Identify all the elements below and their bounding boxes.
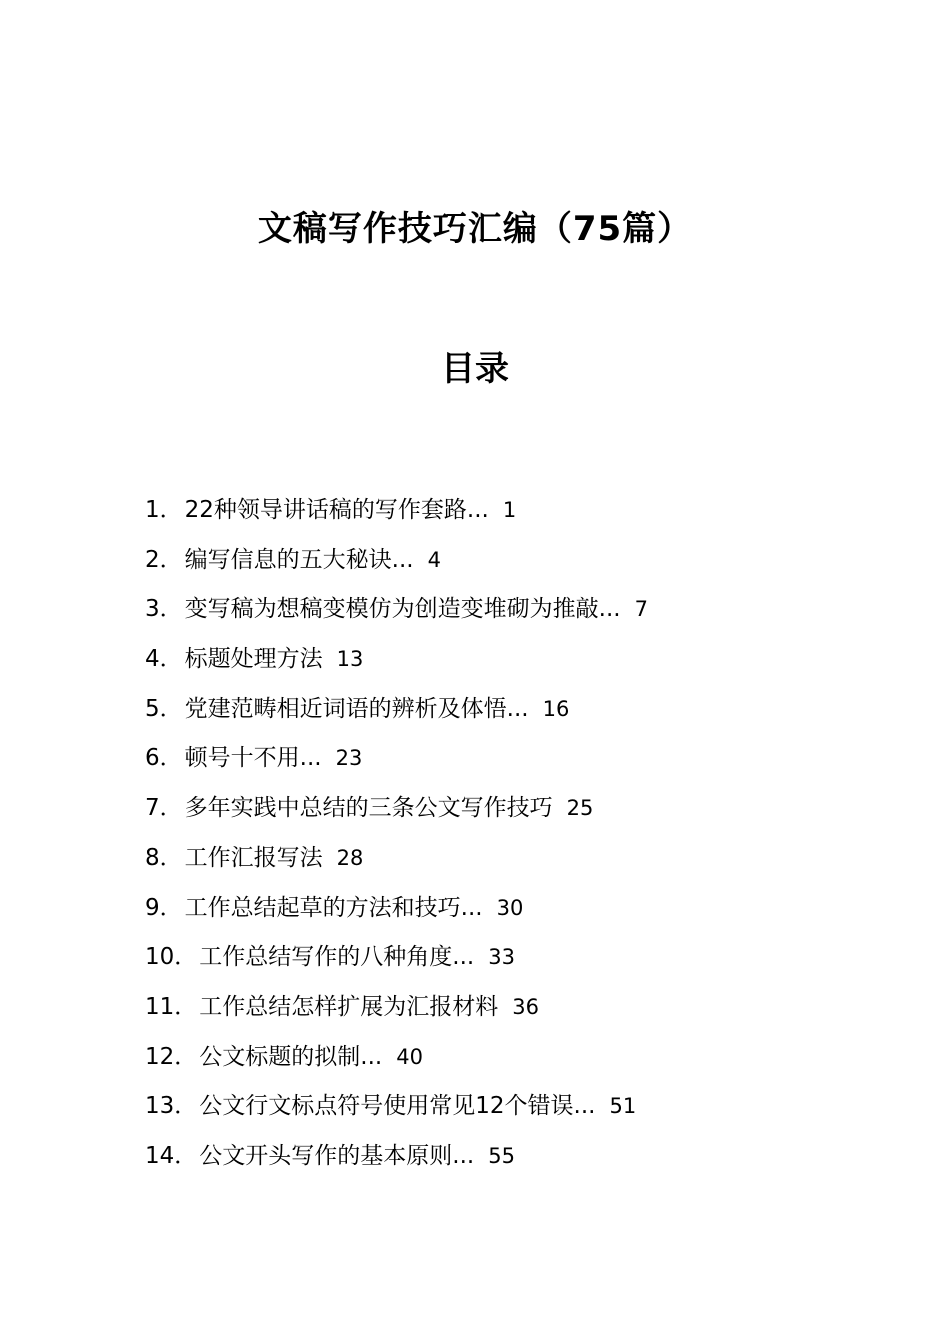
document-title: 文稿写作技巧汇编（75篇）	[257, 209, 693, 249]
toc-entry-page: 30	[496, 895, 524, 920]
toc-entry-2[interactable]	[145, 540, 845, 590]
toc-entry-number: 10．	[145, 944, 198, 971]
toc-entry-number: 7．	[145, 795, 183, 822]
toc-entry-page: 1	[502, 498, 517, 522]
toc-entry-title: 22种领导讲话稿的写作套路...	[184, 497, 489, 523]
toc-entry-page: 51	[609, 1094, 637, 1119]
toc-entry-number: 6．	[145, 745, 183, 772]
toc-entry-page: 7	[634, 597, 648, 622]
toc-entry-12[interactable]	[145, 1037, 845, 1087]
toc-heading: 目录	[441, 349, 509, 389]
toc-entry-1[interactable]	[145, 490, 845, 540]
toc-entry-number: 11．	[145, 993, 198, 1020]
toc-entry-title: 标题处理方法	[184, 646, 323, 673]
toc-entry-title: 公文行文标点符号使用常见12个错误...	[199, 1093, 596, 1120]
toc-entry-page: 55	[488, 1143, 515, 1168]
toc-entry-number: 3．	[145, 596, 183, 623]
toc-entry-4[interactable]	[145, 639, 845, 689]
toc-entry-title: 编写信息的五大秘诀...	[184, 546, 414, 573]
toc-entry-page: 25	[566, 796, 594, 821]
toc-entry-14[interactable]	[145, 1136, 845, 1186]
toc-entry-7[interactable]	[145, 788, 845, 838]
toc-entry-page: 28	[336, 845, 364, 870]
toc-entry-9[interactable]	[145, 888, 845, 938]
toc-entry-3[interactable]	[145, 589, 845, 639]
toc-entry-title: 多年实践中总结的三条公文写作技巧	[184, 795, 553, 822]
toc-entry-page: 23	[335, 746, 363, 771]
toc-entry-number: 9．	[145, 894, 183, 921]
toc-entry-title: 工作总结怎样扩展为汇报材料	[199, 993, 499, 1020]
toc-entry-number: 12．	[145, 1043, 198, 1070]
toc-entry-10[interactable]	[145, 937, 845, 987]
toc-entry-page: 33	[488, 945, 515, 970]
toc-entry-number: 8．	[145, 844, 183, 871]
toc-entry-6[interactable]	[145, 738, 845, 788]
toc-entry-title: 工作总结起草的方法和技巧...	[184, 894, 483, 921]
toc-entry-title: 工作汇报写法	[184, 844, 323, 871]
toc-entry-title: 变写稿为想稿变模仿为创造变堆砌为推敲...	[184, 596, 621, 623]
toc-entry-13[interactable]	[145, 1086, 845, 1136]
toc-entry-number: 14．	[145, 1142, 198, 1169]
toc-entry-number: 13．	[145, 1093, 198, 1120]
toc-entry-page: 16	[542, 696, 570, 721]
toc-entry-number: 5．	[145, 695, 183, 722]
toc-entry-page: 13	[336, 647, 364, 672]
toc-entry-11[interactable]	[145, 987, 845, 1037]
toc-entry-8[interactable]	[145, 838, 845, 888]
toc-entry-title: 顿号十不用...	[184, 745, 322, 772]
table-of-contents	[145, 490, 845, 1186]
toc-entry-title: 工作总结写作的八种角度...	[199, 944, 475, 971]
toc-entry-title: 公文开头写作的基本原则...	[199, 1142, 475, 1169]
toc-entry-page: 36	[512, 994, 540, 1019]
toc-entry-page: 4	[427, 547, 441, 572]
toc-entry-number: 2．	[145, 546, 183, 573]
toc-entry-number: 1．	[145, 497, 183, 523]
toc-entry-number: 4．	[145, 646, 183, 673]
toc-entry-5[interactable]	[145, 689, 845, 739]
toc-entry-title: 公文标题的拟制...	[199, 1043, 383, 1070]
toc-entry-page: 40	[396, 1044, 423, 1069]
toc-entry-title: 党建范畴相近词语的辨析及体悟...	[184, 695, 529, 722]
